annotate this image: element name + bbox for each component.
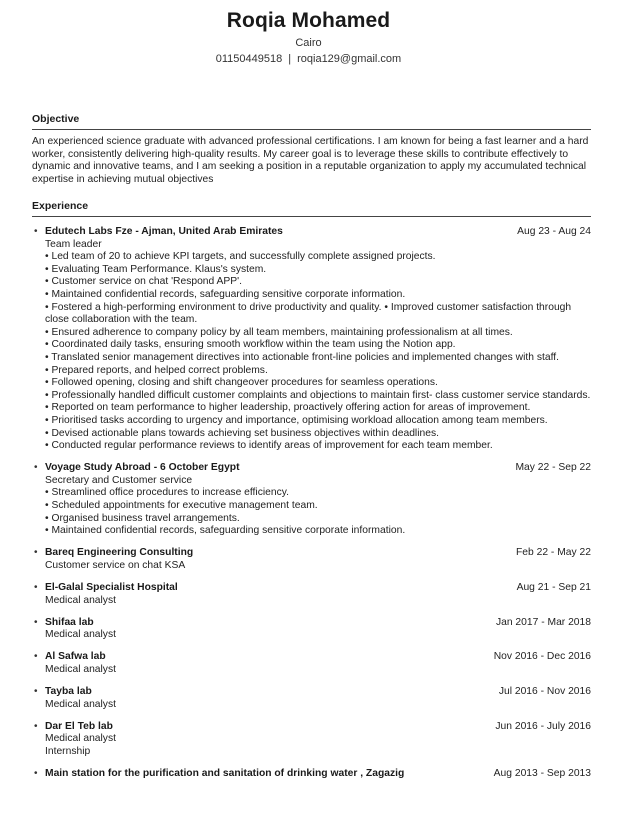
objective-heading: Objective [32,112,591,130]
company-name: Al Safwa lab [45,651,106,663]
experience-item [32,582,591,607]
duty-item: • Organised business travel arrangements. [45,512,240,524]
job-note: Internship [45,745,91,757]
employment-dates: Aug 23 - Aug 24 [517,226,591,237]
phone-number: 01150449518 [215,53,283,65]
bullet-icon: • [34,651,38,663]
experience-item-header [45,547,591,560]
contact-line [0,52,617,67]
duty-item: • Fostered a high-performing environment to drive productivity and quality. • Improved customer satisfaction through close collaboration with the team. [45,301,572,326]
objective-section [32,112,591,186]
duty-item: • Reported on team performance to higher leadership, proactively offering action for areas of improvement. [45,402,531,414]
duty-item: • Devised actionable plans towards achieving set business objectives within deadlines. [45,427,439,439]
job-role: Medical analyst [45,733,116,745]
duty-item: • Led team of 20 to achieve KPI targets, and successfully complete assigned projects. [45,251,436,263]
experience-item [32,547,591,572]
employment-dates: Jan 2017 - Mar 2018 [495,616,591,628]
experience-item [32,617,591,642]
company-name: Edutech Labs Fze - Ajman, United Arab Emirates [45,226,283,237]
experience-item-header [45,721,591,734]
experience-item-header [45,226,591,239]
experience-item [32,651,591,676]
employment-dates: Feb 22 - May 22 [516,547,591,559]
duty-item: • Evaluating Team Performance. Klaus's system. [45,263,267,275]
duty-item: • Maintained confidential records, safeguarding sensitive corporate information. [45,525,406,537]
contact-separator: | [288,53,292,65]
duty-item: • Ensured adherence to company policy by all team members, maintaining professionalism at all times. [45,326,513,338]
employment-dates: Jun 2016 - July 2016 [495,720,591,732]
duty-item: • Coordinated daily tasks, ensuring smooth workflow within the team using the Notion app. [45,339,456,351]
email-address: roqia129@gmail.com [297,53,402,65]
experience-heading: Experience [32,199,591,217]
job-role: Customer service on chat KSA [45,559,186,571]
employment-dates: Nov 2016 - Dec 2016 [493,651,591,663]
experience-item [32,686,591,711]
resume-header [0,7,617,67]
employment-dates: Aug 2013 - Sep 2013 [493,767,591,779]
company-name: Shifaa lab [45,616,94,628]
bullet-icon: • [34,720,38,732]
company-name: Voyage Study Abroad - 6 October Egypt [45,462,240,474]
employment-dates: May 22 - Sep 22 [515,462,591,474]
job-role: Medical analyst [45,594,116,606]
duty-list [45,487,591,537]
employment-dates: Jul 2016 - Nov 2016 [498,686,591,697]
duty-item: • Maintained confidential records, safeguarding sensitive corporate information. [45,288,406,300]
experience-item-header [45,582,591,595]
experience-item-header [45,651,591,664]
duty-item: • Scheduled appointments for executive management team. [45,499,318,511]
duty-item: • Followed opening, closing and shift changeover procedures for seamless operations. [45,377,438,389]
bullet-icon: • [34,547,38,559]
job-role: Team leader [45,238,102,250]
duty-list [45,251,591,453]
job-role: Secretary and Customer service [45,474,193,486]
company-name: Tayba lab [45,686,92,697]
job-role: Medical analyst [45,698,116,710]
duty-item: • Prepared reports, and helped correct problems. [45,364,268,376]
objective-text: An experienced science graduate with advanced professional certifications. I am known for being a fast learner and a hard worker, consistently delivering high-quality results. My career goal is to leverage these skills to contribute effectively to dynamic and innovative teams, and I am seeking a position in a reputable organization to apply my accumulated technical expertise in achieving mutual objectives [32,136,589,185]
bullet-icon: • [34,581,38,593]
duty-item: • Prioritised tasks according to urgency and importance, optimising workload allocation among team members. [45,414,548,426]
job-role: Medical analyst [45,629,116,641]
company-name: Dar El Teb lab [45,720,113,732]
duty-item: • Translated senior management directives into actionable front-line policies and implemented changes with staff. [45,351,559,363]
experience-list [32,226,591,781]
bullet-icon: • [34,226,38,237]
experience-item [32,721,591,759]
duty-item: • Customer service on chat 'Respond APP'. [45,276,242,288]
experience-item [32,226,591,453]
duty-item: • Professionally handled difficult customer complaints and objections to maintain first- class customer service standards. [45,389,591,401]
experience-item [32,768,591,781]
experience-item-header [45,686,591,699]
company-name: Bareq Engineering Consulting [45,547,194,559]
experience-item-header [45,462,591,475]
company-name: Main station for the purification and sanitation of drinking water , Zagazig [45,767,405,779]
duty-item: • Conducted regular performance reviews to identify areas of improvement for each team member. [45,440,493,452]
experience-item-header [45,617,591,630]
employment-dates: Aug 21 - Sep 21 [516,581,591,593]
candidate-name: Roqia Mohamed [226,9,391,32]
bullet-icon: • [34,616,38,628]
job-role: Medical analyst [45,663,116,675]
candidate-city: Cairo [295,37,322,49]
experience-section [32,199,591,790]
bullet-icon: • [34,462,38,474]
bullet-icon: • [34,686,38,697]
duty-item: • Streamlined office procedures to increase efficiency. [45,487,289,499]
bullet-icon: • [34,767,38,779]
experience-item-header [45,768,591,781]
experience-item [32,462,591,538]
company-name: El-Galal Specialist Hospital [45,581,178,593]
